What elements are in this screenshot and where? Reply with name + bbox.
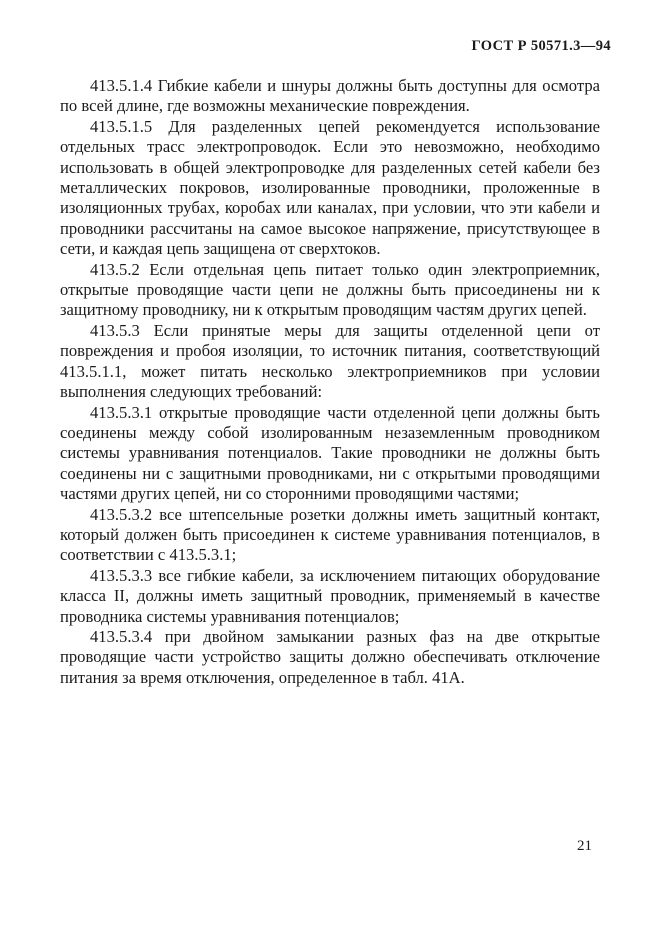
document-header: ГОСТ Р 50571.3—94 xyxy=(471,38,611,54)
document-body xyxy=(60,76,600,688)
paragraph-413-5-3-1: 413.5.3.1 открытые проводящие части отделенной цепи должны быть соединены между собой изолированным незаземленным проводником системы уравнивания потенциалов. Такие проводники не должны быть соединены ни с защитными проводниками, ни с открытыми проводящими частями других цепей, ни со сторонними проводящими частями; xyxy=(60,402,600,504)
paragraph-413-5-2: 413.5.2 Если отдельная цепь питает только один электроприемник, открытые проводящие части цепи не должны быть присоединены ни к защитному проводнику, ни к открытым проводящим частям других цепей. xyxy=(60,259,600,320)
paragraph-413-5-3-4: 413.5.3.4 при двойном замыкании разных фаз на две открытые проводящие части устройство защиты должно обеспечивать отключение питания за время отключения, определенное в табл. 41А. xyxy=(60,626,600,687)
paragraph-413-5-1-5: 413.5.1.5 Для разделенных цепей рекомендуется использование отдельных трасс электропроводок. Если это невозможно, необходимо использовать в общей электропроводке для разделенных сетей кабели без металлических покровов, изолированные проводники, проложенные в изоляционных трубах, коробах или каналах, при условии, что эти кабели и проводники рассчитаны на самое высокое напряжение, присутствующее в сети, и каждая цепь защищена от сверхтоков. xyxy=(60,116,600,259)
paragraph-413-5-3: 413.5.3 Если принятые меры для защиты отделенной цепи от повреждения и пробоя изоляции, то источник питания, соответствующий 413.5.1.1, может питать несколько электроприемников при условии выполнения следующих требований: xyxy=(60,320,600,402)
page-number: 21 xyxy=(577,838,592,854)
paragraph-413-5-3-2: 413.5.3.2 все штепсельные розетки должны иметь защитный контакт, который должен быть присоединен к системе уравнивания потенциалов, в соответствии с 413.5.3.1; xyxy=(60,504,600,565)
paragraph-413-5-1-4: 413.5.1.4 Гибкие кабели и шнуры должны быть доступны для осмотра по всей длине, где возможны механические повреждения. xyxy=(60,76,600,116)
paragraph-413-5-3-3: 413.5.3.3 все гибкие кабели, за исключением питающих оборудование класса II, должны иметь защитный проводник, применяемый в качестве проводника системы уравнивания потенциалов; xyxy=(60,565,600,626)
